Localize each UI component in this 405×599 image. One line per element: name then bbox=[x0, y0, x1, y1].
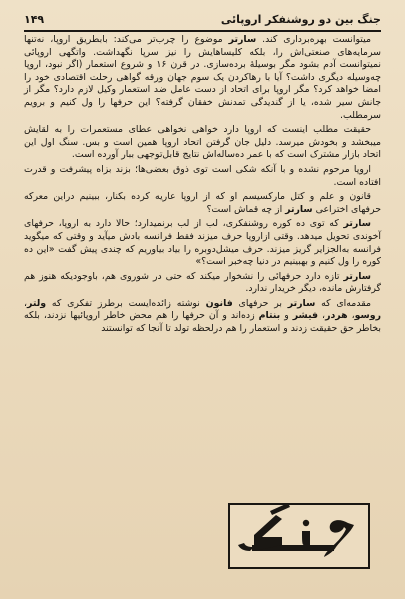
bold-name: سارتر bbox=[285, 203, 313, 215]
text-run: میتوانست بهره‌برداری کند. bbox=[256, 34, 371, 45]
text-run: و bbox=[280, 310, 293, 322]
bold-name: بنتام bbox=[258, 310, 281, 322]
paragraph bbox=[24, 271, 381, 296]
text-run: که توی ده کوره روشنفکری، لب از لب برنمیدارد؛ حالا دارد به اروپا، حرفهای آخوندی تحویل میدهد. وقتی ازاروپا حرف میزند فقط فرانسه بادش میآید و وقتی که میگوید فرانسه به‌الجزایر گریز میزند. حرف میشل‌دوبره را بیاد بیاوریم که چندی پیش گفت «این ده کوره را ول کنیم و بهبینیم در دنیا چه‌خبر است؟» bbox=[24, 218, 381, 268]
bold-name: سارتر bbox=[343, 270, 371, 282]
page-header bbox=[24, 10, 381, 28]
text-run: اروپا مرحوم نشده و با آنکه شکی است توی ذوق بعضی‌ها؛ بزند بزاه پیشرفت و قدرت افتاده است. bbox=[24, 163, 381, 188]
text-run: نوشته زائده‌ایست برطرز تفکری که bbox=[46, 297, 206, 309]
text-run: قانون و علم و کتل مارکسیسم او که از اروپا عاریه کرده بکنار، ببینیم دراین معرکه حرفهای اختراعی bbox=[24, 191, 381, 215]
header-title: جنگ بین دو روشنفکر اروپائی bbox=[220, 12, 381, 26]
paragraph bbox=[24, 191, 381, 216]
text-run: ، bbox=[347, 310, 355, 322]
text-run: مقدمه‌ای که bbox=[315, 297, 372, 309]
text-run: بر حرفهای bbox=[232, 297, 288, 309]
text-run: موضوع را چرب‌تر می‌کند: بابطریق اروپا، نه‌تنها سرمایه‌های صنعتی‌اش را، بلکه کلیسا‌هایش را نیز سرپا نگهداشت. واتگهی اروپائی نمیتوانست آدم بشود مگر بوسیلهٔ برده‌سازی. در قرن ۱۶ و شروع استعمار (اگر نبود، اروپا چه‌وسیله دیگری داشت؟ آیا با رهاکردن یک سوم جهان ورقه گواهی رحلت اقتصادی خود را امضا خواهد کرد؟ مگر اروپا برای اتحاد از دست عامل ضد استعمار وکیل لازم دارد؟ مگر از جانش سیر شده، یا از گندیدگی تمدنش خفقان گرفته؟ این حرفها را ول کنیم و برویم سرمطلب. bbox=[24, 34, 381, 121]
jang-logo-artwork bbox=[230, 505, 368, 567]
bold-name: روسو bbox=[354, 310, 381, 322]
bold-name: سارتر bbox=[228, 34, 257, 45]
text-run: ، bbox=[318, 310, 326, 322]
text-run: زده‌اند و آن حرفها را هم محض خاطر اروپائیها نزدند، بلکه بخاطر حق حقیقت زدند و استعمار را هم درلحظه تولد تا آنجا که توانستند bbox=[24, 310, 381, 335]
bold-name: هردر bbox=[325, 310, 348, 322]
bold-name: ولتر bbox=[27, 297, 47, 309]
bold-name: فیشر bbox=[292, 310, 319, 322]
bold-name: سارتر bbox=[343, 218, 371, 230]
paragraph bbox=[24, 164, 381, 189]
paragraph bbox=[24, 298, 381, 336]
paragraph bbox=[24, 218, 381, 268]
text-run: از چه قماش است؟ bbox=[206, 203, 286, 215]
bold-name: فانون bbox=[205, 297, 233, 309]
text-run: ، bbox=[24, 297, 28, 309]
text-run: تازه دارد حرفهائی را نشخوار میکند که حتی در شوروی هم، باوجودیکه هنوز هم گرفتارش مانده، دیگر خریدار ندارد. bbox=[24, 270, 381, 295]
page-number: ۱۴۹ bbox=[24, 12, 45, 26]
text-run: حقیقت مطلب اینست که اروپا دارد خواهی نخواهی عطای مستعمرات را به لقایش میبخشد و بخودش میرسد. دلیل جان گرفتن اتحاد اروپا همین است و بس. سنگ اول این اتحاد بازار مشترک است که با عمر ده‌ساله‌اش نتایج قابل‌توجهی ببار آورده است. bbox=[24, 124, 381, 161]
paragraph bbox=[24, 34, 381, 122]
paragraph bbox=[24, 124, 381, 162]
jang-logo bbox=[228, 503, 370, 569]
header-rule bbox=[24, 30, 381, 32]
bold-name: سارتر bbox=[287, 297, 316, 309]
